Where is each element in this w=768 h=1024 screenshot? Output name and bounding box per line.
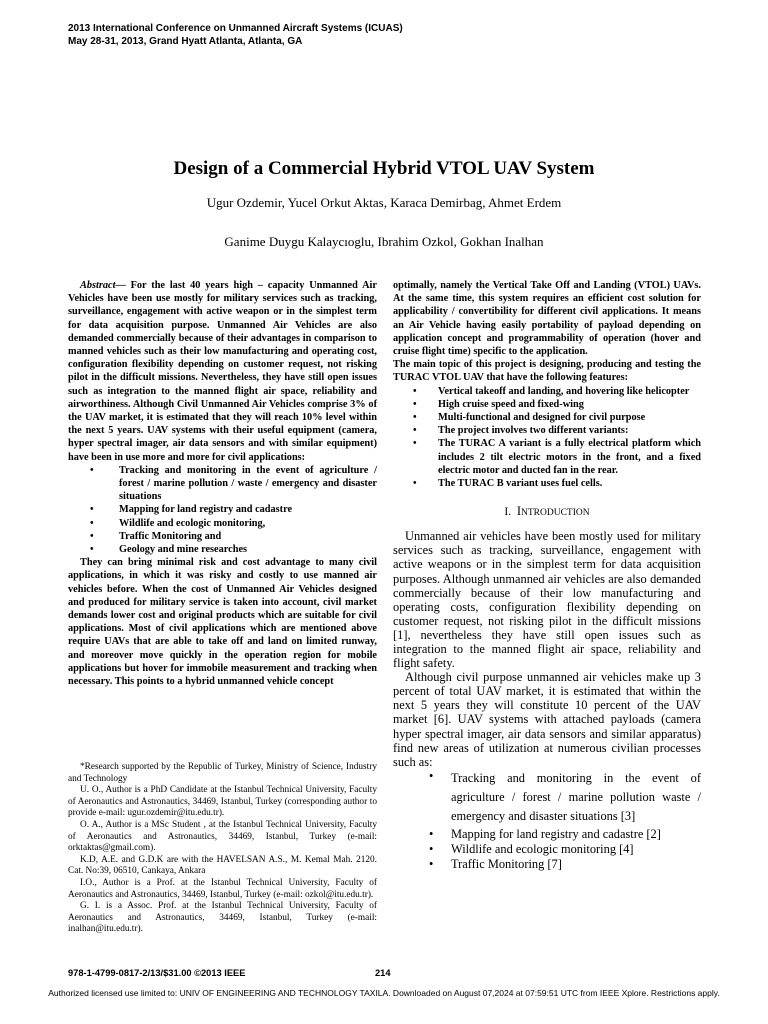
bullet-icon: • xyxy=(429,857,434,872)
list-item: • High cruise speed and fixed-wing xyxy=(413,398,584,410)
conference-line-1: 2013 International Conference on Unmanned Aircraft Systems (ICUAS) xyxy=(68,23,403,34)
paper-title: Design of a Commercial Hybrid VTOL UAV System xyxy=(173,158,595,179)
footnote: *Research supported by the Republic of Turkey, Ministry of Science, Industry and Technology xyxy=(68,762,377,784)
bullet-icon: • xyxy=(429,826,434,841)
list-item: • Vertical takeoff and landing, and hovering like helicopter xyxy=(413,385,690,397)
page-number: 214 xyxy=(375,968,391,978)
bullet-icon: • xyxy=(429,841,434,856)
conference-header xyxy=(68,22,403,48)
abstract-paragraph-3: optimally, namely the Vertical Take Off and Landing (VTOL) UAVs. At the same time, this system requires an efficient cost solution for applicability / convertibility for different civil applications. It means an Air Vehicle having easily portability of payload depending on application concept and programmability of operation (hover and cruise flight time) specific to the application. xyxy=(393,280,701,358)
bullet-icon: • xyxy=(90,517,94,529)
abstract-paragraph-1 xyxy=(68,279,377,464)
abstract xyxy=(68,279,377,688)
footnotes xyxy=(68,762,377,936)
bullet-icon: • xyxy=(90,544,94,556)
left-column xyxy=(68,279,377,688)
intro-paragraph-1: Unmanned air vehicles have been mostly used for military services such as tracking, surveillance, engagement with active weapons or in the simplest term for data acquisition purposes. Although unmanned air vehicles are also demanded commercially because of their low manufacturing and operating costs, configuration flexibility depending on customer request, not risking pilot in the difficult missions [1], nevertheless they have still open issues such as integration to the manned flight air space, reliability and flight safety. xyxy=(393,529,701,671)
footnote: U. O., Author is a PhD Candidate at the Istanbul Technical University, Faculty of Aeronautics and Astronautics, 34469, Istanbul, Turkey (corresponding author to provide e-mail: ugur.ozdemir@itu.edu.tr). xyxy=(68,785,377,819)
page-footer xyxy=(68,968,708,978)
introduction-body xyxy=(393,529,701,871)
list-item: • Multi-functional and designed for civil purpose xyxy=(413,412,646,424)
list-item: • Traffic Monitoring and xyxy=(90,530,222,542)
intro-applications-list xyxy=(393,769,701,871)
list-item: • Tracking and monitoring in the event of agriculture / forest / marine pollution waste / emergency and disaster situations [3] xyxy=(429,768,701,823)
bullet-icon: • xyxy=(413,412,417,424)
abstract-applications-list xyxy=(68,464,377,556)
abstract-continued xyxy=(393,279,701,490)
list-item: • The TURAC A variant is a fully electrical platform which includes 2 tilt electric motors in the front, and a fixed electric motor and ducted fan in the rear. xyxy=(413,438,701,476)
list-item: • Tracking and monitoring in the event of agriculture / forest / marine pollution / waste / emergency and disaster situations xyxy=(90,464,377,503)
features-list xyxy=(393,385,701,491)
list-item: • Traffic Monitoring [7] xyxy=(429,857,562,872)
list-item: • Mapping for land registry and cadastre [2] xyxy=(429,826,661,841)
abstract-label: Abstract xyxy=(80,280,116,291)
conference-line-2: May 28-31, 2013, Grand Hyatt Atlanta, Atlanta, GA xyxy=(68,36,303,47)
bullet-icon: • xyxy=(413,438,417,450)
list-item: • Wildlife and ecologic monitoring [4] xyxy=(429,841,634,856)
footnote: O. A., Author is a MSc Student , at the Istanbul Technical University, Faculty of Aeronautics and Astronautics, 34469, Istanbul, Turkey (e-mail: orktaktas@gmail.com). xyxy=(68,819,377,854)
abstract-paragraph-2: They can bring minimal risk and cost advantage to many civil applications, in which it was risky and costly to use manned air vehicles before. When the cost of Unmanned Air Vehicles designed and produced for military service is taken into account, civil market demands lower cost and original products which are suitable for civil applications. Most of civil applications which are mentioned above require UAVs that are able to take off and land on limited runway, and moreover move quickly in the operation region for mobile applications but hover for immobile measurement and tracking when necessary. This points to a hybrid unmanned vehicle concept xyxy=(68,557,377,688)
bullet-icon: • xyxy=(90,530,94,542)
abstract-text-1: For the last 40 years high – capacity Unmanned Air Vehicles have been use mostly for military services such as tracking, surveillance, engagement with active weapon or in the simplest term for data acquisition purpose. Unmanned Air Vehicles are also demanded commercially because of their advantages in comparison to manned vehicles such as their low manufacturing and operating cost, configuration flexibility depending on customer request, not risking pilot in the difficult missions. Nevertheless, they have still open issues such as integration to the manned flight air space, reliability and airworthiness. Although Civil Unmanned Air Vehicles comprise 3% of the UAV market, it is estimated that they will reach 10% level within the next 5 years. UAV systems with their useful equipment (camera, hyper spectral imager, air data sensors and with similar equipment) have been in use more and more for civil applications: xyxy=(68,280,377,463)
authors-line-2: Ganime Duygu Kalaycıoglu, Ibrahim Ozkol, Gokhan Inalhan xyxy=(224,234,544,249)
bullet-icon: • xyxy=(90,504,94,516)
section-heading xyxy=(393,504,701,519)
intro-paragraph-2: Although civil purpose unmanned air vehicles make up 3 percent of total UAV market, it is estimated that within the next 5 years they will constitute 10 percent of the UAV market [6]. UAV systems with attached payloads (camera hyper spectral imager, air data sensors and similar apparatus) find new areas of utilization at numerous civilian processes such as: xyxy=(393,670,701,769)
list-item: • Wildlife and ecologic monitoring, xyxy=(90,517,266,529)
bullet-icon: • xyxy=(90,464,94,476)
license-note: Authorized licensed use limited to: UNIV OF ENGINEERING AND TECHNOLOGY TAXILA. Downloaded on August 07,2024 at 07:59:51 UTC from IEEE Xplore. Restrictions apply. xyxy=(48,988,720,998)
isbn-copyright: 978-1-4799-0817-2/13/$31.00 ©2013 IEEE xyxy=(68,968,246,978)
bullet-icon: • xyxy=(413,425,417,437)
list-item: • Mapping for land registry and cadastre xyxy=(90,504,293,516)
footnote: G. I. is a Assoc. Prof. at the Istanbul Technical University, Faculty of Aeronautics and Astronautics, 34469, Istanbul, Turkey (e-mail: inalhan@itu.edu.tr). xyxy=(68,901,377,935)
abstract-paragraph-4: The main topic of this project is designing, producing and testing the TURAC VTOL UAV that have the following features: xyxy=(393,359,701,384)
section-title-rest: NTRODUCTION xyxy=(521,508,590,519)
list-item: • Geology and mine researches xyxy=(90,544,248,556)
section-title-initial: I xyxy=(516,504,522,519)
section-number: I. xyxy=(504,506,512,519)
footnote: I.O., Author is a Prof. at the Istanbul Technical University, Faculty of Aeronautics and Astronautics, 34469, Istanbul, Turkey (e-mail: ozkol@itu.edu.tr). xyxy=(68,877,377,900)
bullet-icon: • xyxy=(413,398,417,410)
list-item: • The project involves two different variants: xyxy=(413,425,629,437)
abstract-dash: — xyxy=(115,280,126,291)
bullet-icon: • xyxy=(413,478,417,490)
authors-line-1: Ugur Ozdemir, Yucel Orkut Aktas, Karaca Demirbag, Ahmet Erdem xyxy=(206,195,562,210)
list-item: • The TURAC B variant uses fuel cells. xyxy=(413,478,603,490)
bullet-icon: • xyxy=(413,385,417,397)
right-column xyxy=(393,279,701,872)
bullet-icon: • xyxy=(429,768,434,783)
footnote: K.D, A.E. and G.D.K are with the HAVELSAN A.S., M. Kemal Mah. 2120. Cat. No:39, 06510, Cankaya, Ankara xyxy=(68,854,377,877)
